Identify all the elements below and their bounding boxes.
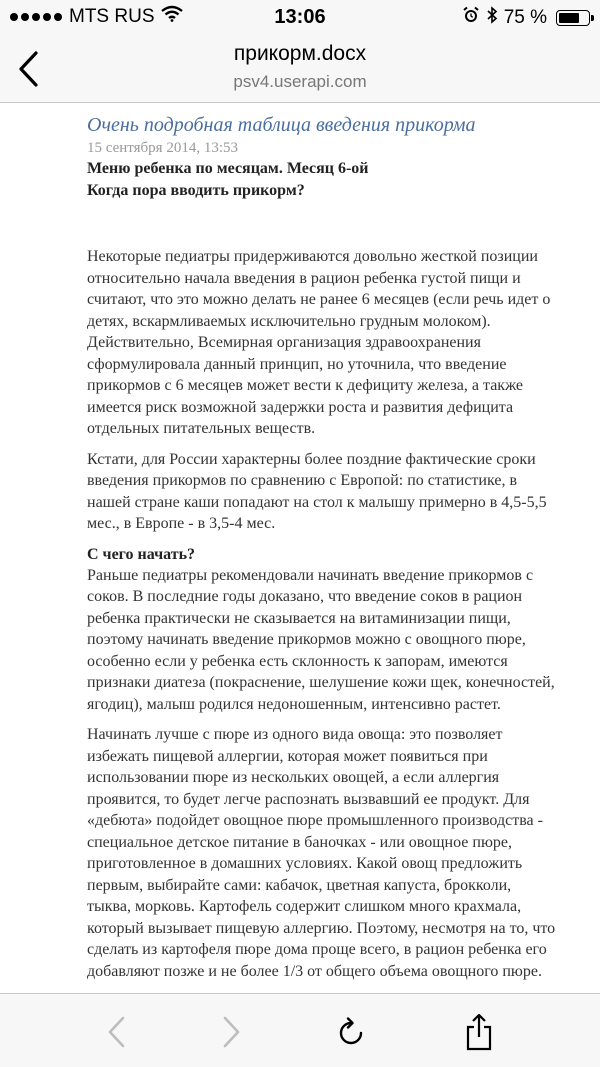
page-url: psv4.userapi.com [233, 72, 367, 91]
document-subtitle-2: Когда пора вводить прикорм? [87, 182, 305, 199]
clock: 13:06 [274, 6, 326, 28]
page-title: прикорм.docx [233, 42, 367, 65]
alarm-icon [462, 6, 480, 30]
browser-forward-button[interactable] [212, 1012, 252, 1052]
chevron-left-icon [105, 1015, 127, 1049]
share-icon [464, 1013, 494, 1051]
battery-icon [556, 10, 590, 26]
document-date: 15 сентября 2014, 13:53 [87, 140, 238, 156]
document-body [87, 111, 557, 1043]
document-viewer[interactable] [0, 103, 600, 993]
bluetooth-icon [486, 6, 498, 30]
battery-percent: 75 % [503, 7, 547, 28]
share-button[interactable] [459, 1012, 499, 1052]
chevron-right-icon [221, 1015, 243, 1049]
document-subtitle-1: Меню ребенка по месяцам. Месяц 6-ой [87, 160, 369, 177]
paragraph: Некоторые педиатры придерживаются довольно жесткой позиции относительно начала введения в рацион ребенка густой пищи и считают, что это можно делать не ранее 6 месяцев (если речь идет о детях, вскармливаемых исключительно грудным молоком). Действительно, Всемирная организация здравоохранения сформулировала данный принцип, но уточнила, что введение прикормов с 6 месяцев может вести к дефициту железа, а также имеется риск возможной задержки роста и развития дефицита отдельных питательных веществ. [87, 248, 551, 437]
reload-button[interactable] [331, 1012, 371, 1052]
document-title: Очень подробная таблица введения прикорма [87, 114, 476, 136]
paragraph: Кстати, для России характерны более поздние фактические сроки введения прикормов по сравнению с Европой: по статистике, в нашей стране каши попадают на стол к малышу примерно в 4,5-5,5 мес., в Европе - в 3,5-4 мес. [87, 450, 547, 532]
status-bar [0, 0, 600, 36]
chevron-left-icon [16, 50, 40, 88]
status-right [462, 6, 590, 30]
bottom-toolbar [0, 993, 600, 1067]
paragraph: Начинать лучше с пюре из одного вида овоща: это позволяет избежать пищевой аллергии, которая может появиться при использовании пюре из нескольких овощей, а если аллергия проявится, то будет легче распознать вызвавший ее продукт. Для «дебюта» подойдет овощное пюре промышленного производства - специальное детское питание в баночках - или овощное пюре, приготовленное в домашних условиях. Какой овощ предложить первым, выбирайте сами: кабачок, цветная капуста, брокколи, тыква, морковь. Картофель содержит слишком много крахмала, который вызывает пищевую аллергию. Поэтому, несмотря на то, что сделать из картофеля пюре дома проще всего, в рацион ребенка его добавляют позже и не более 1/3 от общего объема овощного пюре. [87, 726, 556, 980]
section-heading: С чего начать? [87, 545, 196, 563]
reload-icon [335, 1016, 367, 1048]
carrier-label: MTS RUS [69, 6, 155, 27]
browser-back-button[interactable] [96, 1012, 136, 1052]
back-button[interactable] [8, 46, 48, 92]
nav-bar [0, 36, 600, 103]
paragraph: Раньше педиатры рекомендовали начинать введение прикормов с соков. В последние годы доказано, что введение соков в рацион ребенка практически не сказывается на витаминизации пищи, поэтому начинать введение прикормов можно с овощного пюре, особенно если у ребенка есть склонность к запорам, имеются признаки диатеза (покраснение, шелушение кожи щек, конечностей, ягодиц), малыш родился недоношенным, интенсивно растет. [87, 566, 555, 713]
